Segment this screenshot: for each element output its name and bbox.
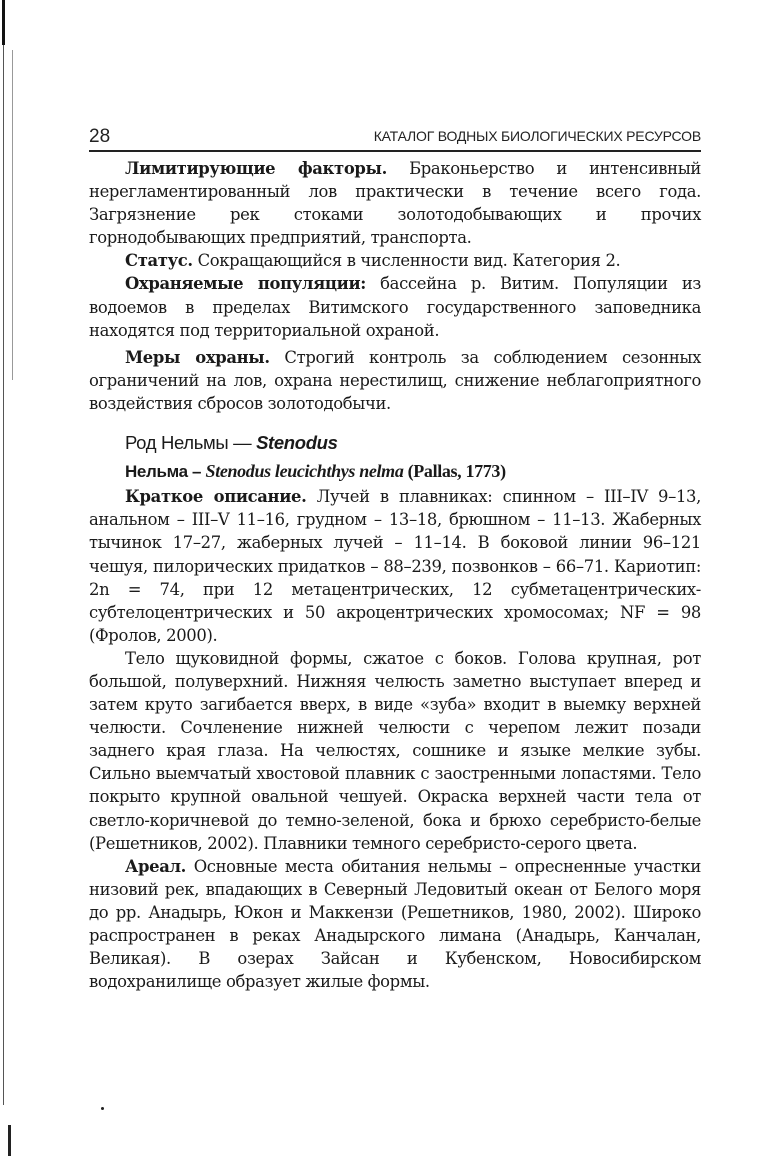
label-protection-measures: Меры охраны. [125,347,270,367]
running-title: КАТАЛОГ ВОДНЫХ БИОЛОГИЧЕСКИХ РЕСУРСОВ [373,128,701,144]
paragraph-limiting-factors [89,157,701,249]
text-status: Сокращающийся в численности вид. Категория 2. [192,251,621,271]
paragraph-protection-measures [89,346,701,415]
label-brief-description: Краткое описание. [125,487,307,507]
scan-edge-artifact [2,0,5,45]
genus-heading [125,431,701,454]
text-range: Основные места обитания нельмы – опресненные участки низовий рек, впадающих в Северный Ледовитый океан от Белого моря до рр. Анадырь, Юкон и Маккензи (Решетников, 1980, 2002). Широко распространен в реках Анадырского лимана (Анадырь, Канчалан, Великая). В озерах Зайсан и Кубенском, Новосибирском водохранилище образует жилые формы. [89,856,701,992]
scan-edge-line [12,50,13,380]
paragraph-range [89,855,701,994]
page-number: 28 [89,126,111,147]
label-protected-populations: Охраняемые популяции: [125,274,366,294]
species-name: Нельма – [125,462,206,482]
text-protected-populations: бассейна р. Витим. Популяции из водоемов в пределах Витимского государственного заповедника находятся под территориальной охраной. [89,274,701,340]
text-brief-description: Лучей в плавниках: спинном – III–IV 9–13, анальном – III–V 11–16, грудном – 13–18, брюшном – 11–13. Жаберных тычинок 17–27, жаберных лучей – 11–14. В боковой линии 96–121 чешуя, пилорических придатков – 88–239, позвонков – 66–71. Кариотип: 2n = 74, при 12 метацентрических, 12 субметацентрических- субтелоцентрических и 50 акроцентрических хромосомах; NF = 98 (Фролов, 2000). [89,487,701,645]
species-latin: Stenodus leucichthys nelma [205,461,404,482]
scan-edge-line [3,45,4,1105]
paragraph-protected-populations [89,272,701,341]
paragraph-brief-description [89,485,701,647]
label-range: Ареал. [125,856,187,876]
genus-label: Род Нельмы — [125,432,257,454]
species-authority: (Pallas, 1773) [403,461,506,482]
text-limiting-factors: Браконьерство и интенсивный нерегламентированный лов практически в течение всего года. Загрязнение рек стоками золотодобывающих и прочих горнодобывающих предприятий, транспорта. [89,159,701,248]
page-header [89,124,701,152]
species-heading [125,460,701,483]
genus-latin: Stenodus [256,432,338,454]
paragraph-status [89,249,701,272]
paragraph-body-description: Тело щуковидной формы, сжатое с боков. Голова крупная, рот большой, полуверхний. Нижняя челюсть заметно выступает вперед и затем круто загибается вверх, в виде «зуба» входит в выемку верхней челюсти. Сочленение нижней челюсти с черепом лежит позади заднего края глаза. На челюстях, сошнике и языке мелкие зубы. Сильно выемчатый хвостовой плавник с заостренными лопастями. Тело покрыто крупной овальной чешуей. Окраска верхней части тела от светло-коричневой до темно-зеленой, бока и брюхо серебристо-белые (Решетников, 2002). Плавники темного серебристо-серого цвета. [89,648,701,853]
text-protection-measures: Строгий контроль за соблюдением сезонных ограничений на лов, охрана нерестилищ, снижение неблагоприятного воздействия сбросов золотодобычи. [89,347,701,413]
label-status: Статус. [125,251,193,271]
label-limiting-factors: Лимитирующие факторы. [125,159,387,178]
scan-speck [101,1107,104,1110]
scan-edge-artifact [8,1125,11,1156]
page-body [89,157,701,993]
